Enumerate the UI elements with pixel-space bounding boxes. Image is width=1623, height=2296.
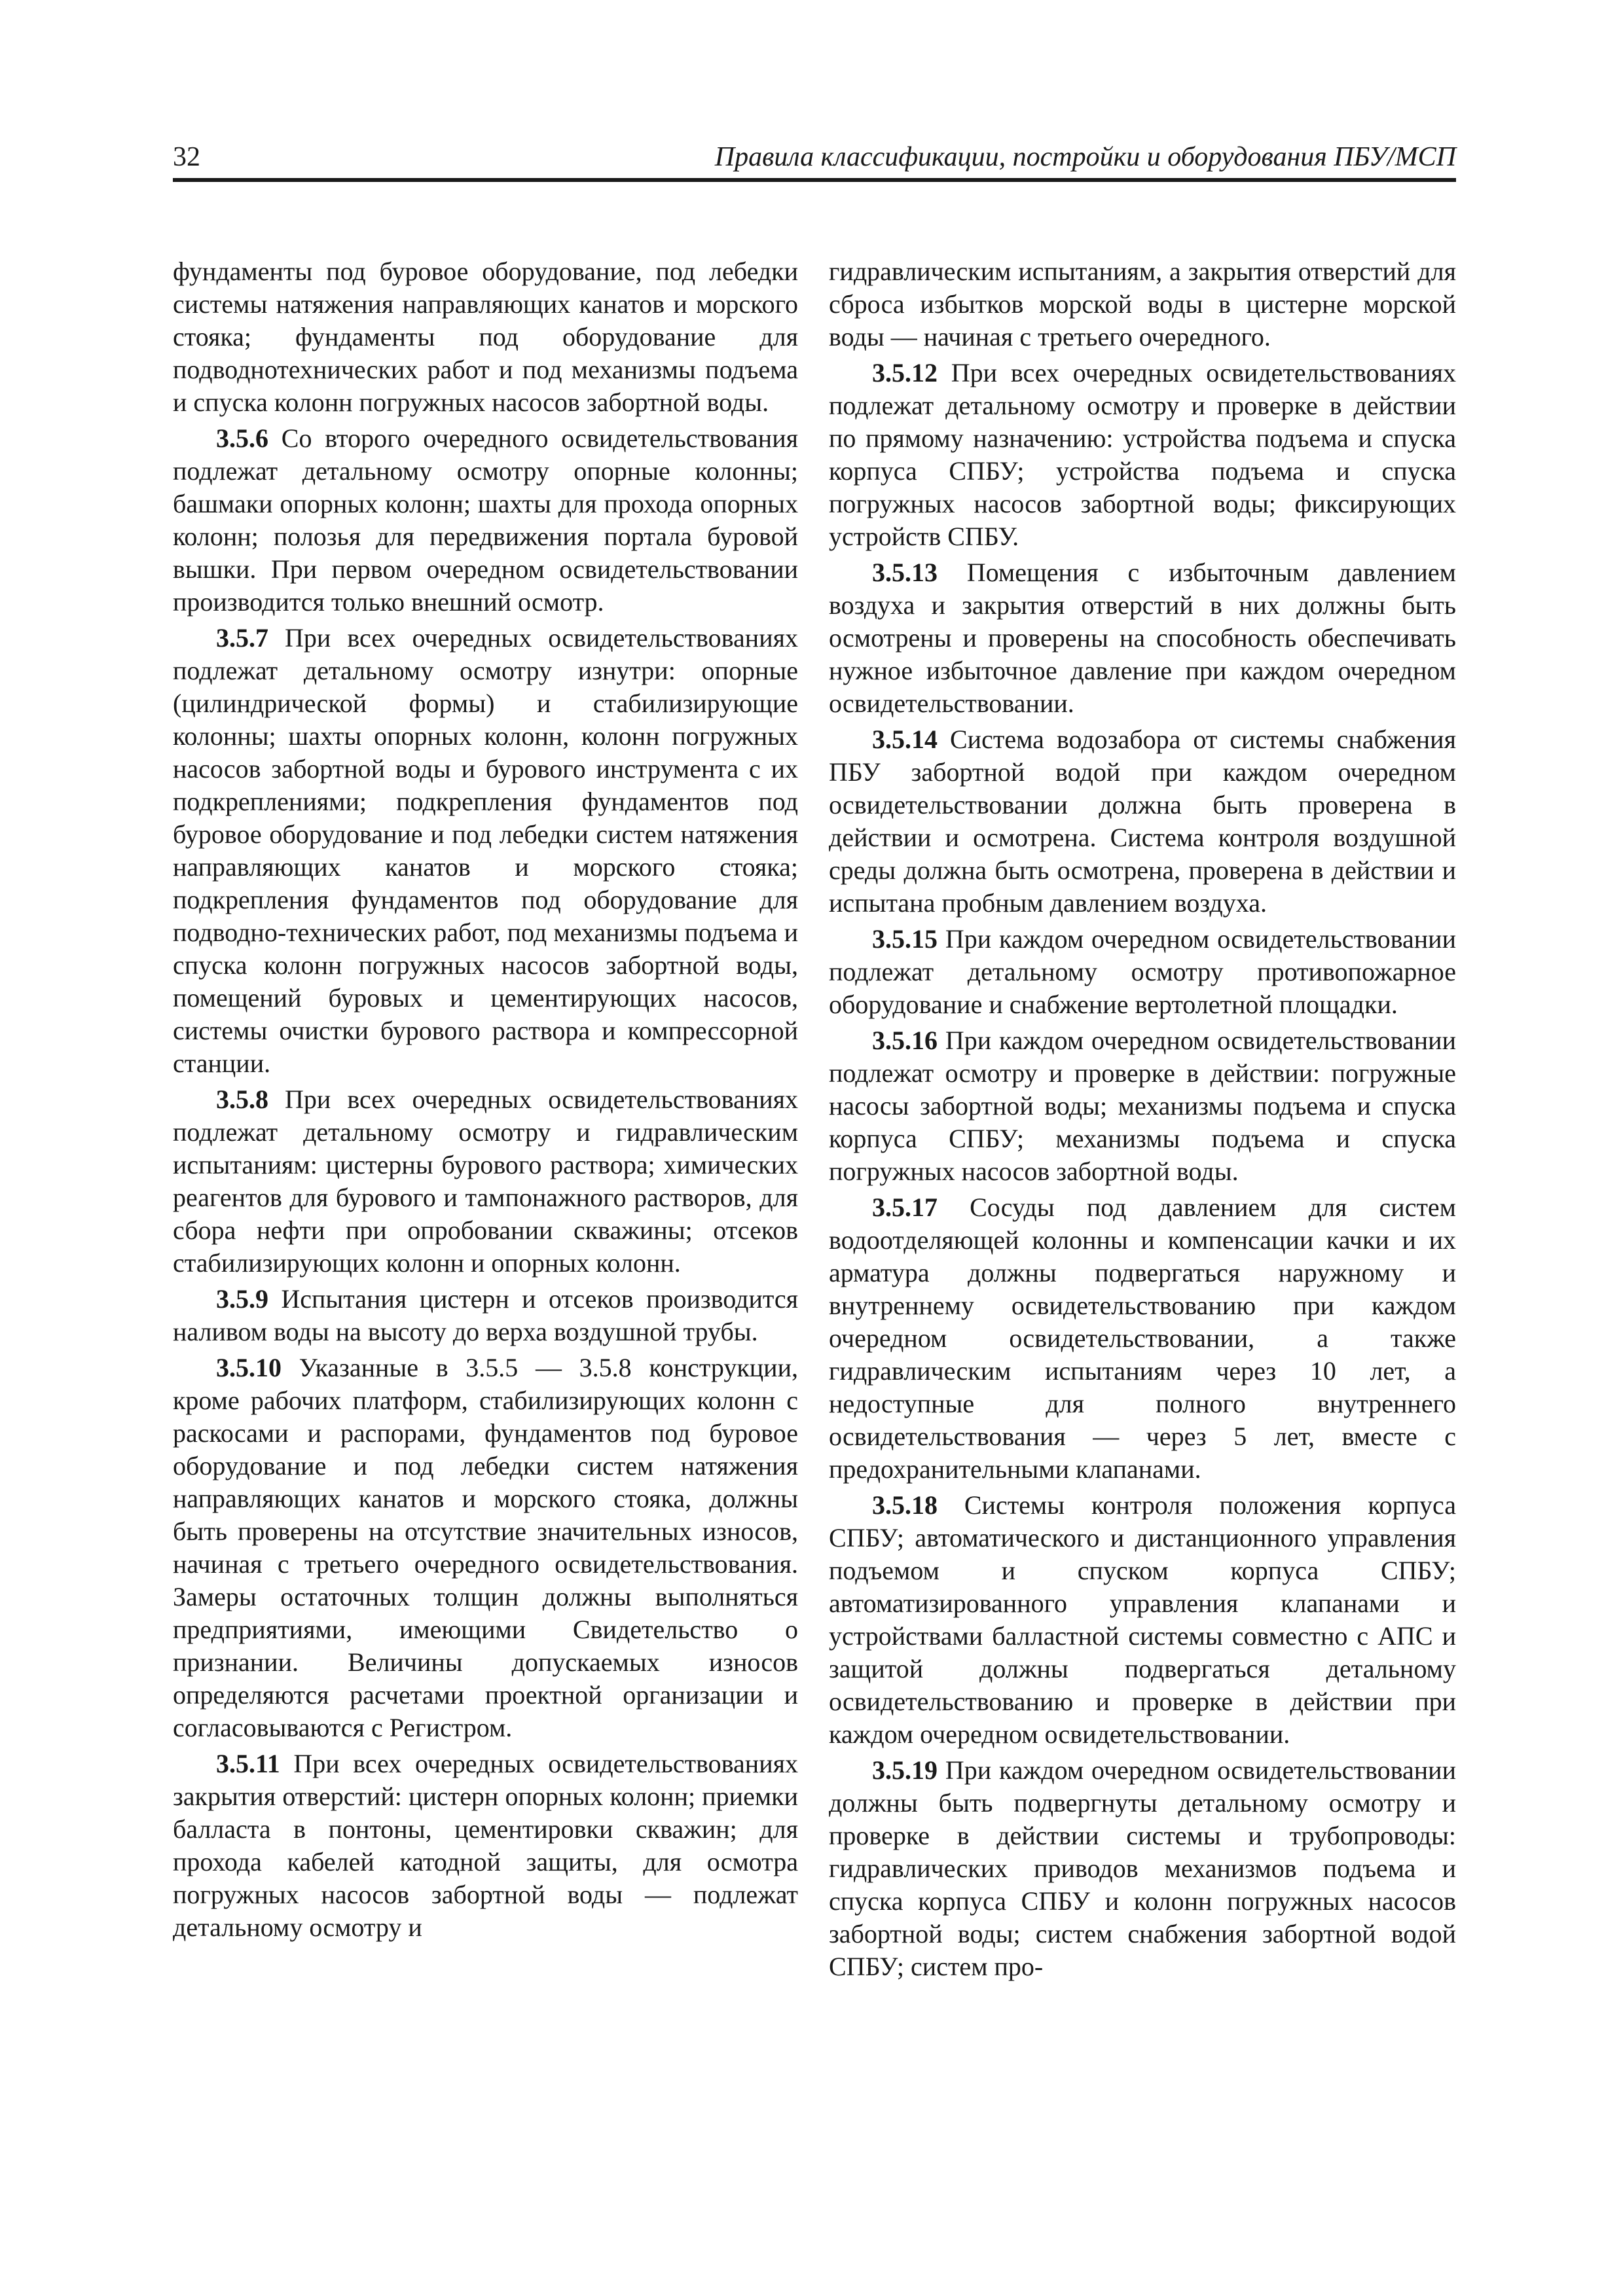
paragraph-text: Испытания цистерн и отсеков производится наливом воды на высоту до верха воздушной трубы. <box>173 1284 798 1346</box>
paragraph-3-5-19 <box>829 1754 1456 1983</box>
paragraph-3-5-18 <box>829 1489 1456 1751</box>
clause-number: 3.5.6 <box>216 423 268 453</box>
paragraph-3-5-15 <box>829 923 1456 1021</box>
clause-number: 3.5.9 <box>216 1284 268 1314</box>
clause-number: 3.5.17 <box>872 1193 938 1222</box>
paragraph-continuation <box>173 255 798 419</box>
paragraph-text: Системы контроля положения корпуса СПБУ; автоматического и дистанционного управления подъемом и спуском корпуса СПБУ; автоматизированного управления клапанами и устройствами балластной системы совместно с АПС и защитой должны подвергаться детальному освидетельствованию и проверке в действии при каждом очередном освидетельствовании. <box>829 1490 1456 1749</box>
paragraph-3-5-14 <box>829 723 1456 920</box>
clause-number: 3.5.14 <box>872 725 938 754</box>
paragraph-text: При всех очередных освидетельствованиях подлежат детальному осмотру и гидравлическим испытаниям: цистерны бурового раствора; химических реагентов для бурового и тампонажного растворов, для сбора нефти при опробовании скважины; отсеков стабилизирующих колонн и опорных колонн. <box>173 1085 798 1278</box>
page-number: 32 <box>173 142 200 172</box>
paragraph-text: При каждом очередном освидетельствовании подлежат детальному осмотру противопожарное оборудование и снабжение вертолетной площадки. <box>829 924 1456 1019</box>
paragraph-3-5-10 <box>173 1352 798 1744</box>
paragraph-text: При всех очередных освидетельствованиях подлежат детальному осмотру и проверке в действии по прямому назначению: устройства подъема и спуска корпуса СПБУ; устройства подъема и спуска погружных насосов забортной воды; фиксирующих устройств СПБУ. <box>829 358 1456 551</box>
clause-number: 3.5.12 <box>872 358 938 387</box>
paragraph-3-5-13 <box>829 556 1456 720</box>
paragraph-text: Сосуды под давлением для систем водоотделяющей колонны и компенсации качки и их арматура должны подвергаться наружному и внутреннему освидетельствованию при каждом очередном освидетельствовании, а также гидравлическим испытаниям через 10 лет, а недоступные для полного внутреннего освидетельствования — через 5 лет, вместе с предохранительными клапанами. <box>829 1193 1456 1484</box>
paragraph-text: Помещения с избыточным давлением воздуха и закрытия отверстий в них должны быть осмотрены и проверены на способность обеспечивать нужное избыточное давление при каждом очередном освидетельствовании. <box>829 558 1456 718</box>
clause-number: 3.5.10 <box>216 1353 282 1382</box>
paragraph-3-5-8 <box>173 1083 798 1280</box>
paragraph-text: Система водозабора от системы снабжения ПБУ забортной водой при каждом очередном освидетельствовании должна быть проверена в действии и осмотрена. Система контроля воздушной среды должна быть осмотрена, проверена в действии и испытана пробным давлением воздуха. <box>829 725 1456 918</box>
paragraph-text: При каждом очередном освидетельствовании подлежат осмотру и проверке в действии: погружные насосы забортной воды; механизмы подъема и спуска корпуса СПБУ; механизмы подъема и спуска погружных насосов забортной воды. <box>829 1026 1456 1186</box>
paragraph-text: При каждом очередном освидетельствовании должны быть подвергнуты детальному осмотру и проверке в действии системы и трубопроводы: гидравлических приводов механизмов подъема и спуска корпуса СПБУ и колонн погружных насосов забортной воды; систем снабжения забортной водой СПБУ; систем про- <box>829 1755 1456 1981</box>
clause-number: 3.5.18 <box>872 1490 938 1520</box>
clause-number: 3.5.13 <box>872 558 938 587</box>
paragraph-text: При всех очередных освидетельствованиях подлежат детальному осмотру изнутри: опорные (цилиндрической формы) и стабилизирующие колонны; шахты опорных колонн, колонн погружных насосов забортной воды и бурового инструмента с их подкреплениями; подкрепления фундаментов под буровое оборудование и под лебедки систем натяжения направляющих канатов и морского стояка; подкрепления фундаментов под оборудование для подводно-технических работ, под механизмы подъема и спуска колонн погружных насосов забортной воды, помещений буровых и цементирующих насосов, системы очистки бурового раствора и компрессорной станции. <box>173 623 798 1078</box>
clause-number: 3.5.7 <box>216 623 268 653</box>
paragraph-text: фундаменты под буровое оборудование, под лебедки системы натяжения направляющих канатов и морского стояка; фундаменты под оборудование для подводнотехнических работ и под механизмы подъема и спуска колонн погружных насосов забортной воды. <box>173 257 798 417</box>
paragraph-3-5-17 <box>829 1191 1456 1486</box>
paragraph-3-5-6 <box>173 422 798 619</box>
paragraph-text: гидравлическим испытаниям, а закрытия отверстий для сброса избытков морской воды в цистерне морской воды — начиная с третьего очередного. <box>829 257 1456 351</box>
clause-number: 3.5.11 <box>216 1749 280 1778</box>
paragraph-3-5-7 <box>173 622 798 1080</box>
clause-number: 3.5.16 <box>872 1026 938 1055</box>
clause-number: 3.5.8 <box>216 1085 268 1114</box>
right-column <box>829 255 1456 1986</box>
paragraph-3-5-12 <box>829 357 1456 553</box>
clause-number: 3.5.15 <box>872 924 938 954</box>
paragraph-3-5-16 <box>829 1024 1456 1188</box>
clause-number: 3.5.19 <box>872 1755 938 1785</box>
paragraph-continuation <box>829 255 1456 353</box>
paragraph-text: Со второго очередного освидетельствования подлежат детальному осмотру опорные колонны; башмаки опорных колонн; шахты для прохода опорных колонн; полозья для передвижения портала буровой вышки. При первом очередном освидетельствовании производится только внешний осмотр. <box>173 423 798 617</box>
paragraph-text: При всех очередных освидетельствованиях закрытия отверстий: цистерн опорных колонн; приемки балласта в понтоны, цементировки скважин; для прохода кабелей катодной защиты, для осмотра погружных насосов забортной воды — подлежат детальному осмотру и <box>173 1749 798 1942</box>
page-header <box>173 131 1456 182</box>
paragraph-text: Указанные в 3.5.5 — 3.5.8 конструкции, кроме рабочих платформ, стабилизирующих колонн с раскосами и распорами, фундаментов под буровое оборудование и под лебедки систем натяжения направляющих канатов и морского стояка, должны быть проверены на отсутствие значительных износов, начиная с третьего очередного освидетельствования. Замеры остаточных толщин должны выполняться предприятиями, имеющими Свидетельство о признании. Величины допускаемых износов определяются расчетами проектной организации и согласовываются с Регистром. <box>173 1353 798 1742</box>
running-title: Правила классификации, постройки и оборудования ПБУ/МСП <box>714 142 1456 172</box>
paragraph-3-5-9 <box>173 1283 798 1348</box>
paragraph-3-5-11 <box>173 1748 798 1944</box>
left-column <box>173 255 798 1947</box>
